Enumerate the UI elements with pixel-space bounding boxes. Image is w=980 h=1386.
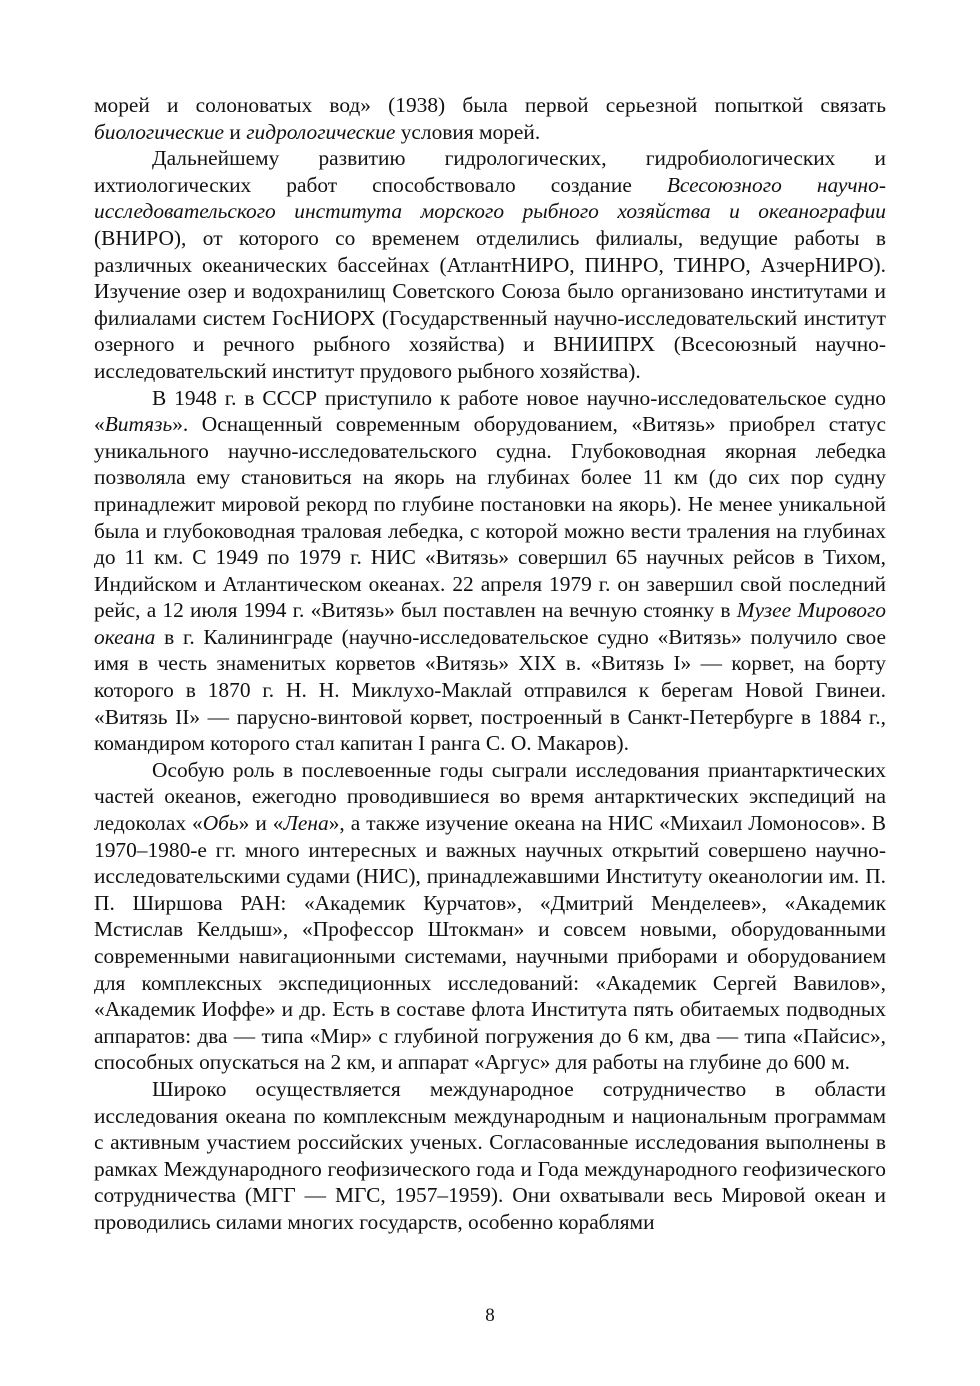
italic-term: Витязь (104, 412, 173, 437)
paragraph-vityaz (94, 385, 886, 757)
text-segment: Особую роль в послевоенные годы сыграли исследования приантарктических частей океанов, ежегодно проводившиеся во время антарктических экспедиций на ледоколах « (94, 757, 886, 836)
text-segment: » и « (238, 811, 284, 836)
paragraph-international (94, 1076, 886, 1236)
text-segment: морей и солоноватых вод» (1938) была первой серьезной попыткой связать (94, 93, 886, 117)
text-segment: », а также изучение океана на НИС «Михаил Ломоносов». В 1970–1980-е гг. много интересных и важных научных открытий совершено научно-исследовательскими судами (НИС), принадлежавшими Институту океанологии им. П. П. Ширшова РАН: «Академик Курчатов», «Дмитрий Менделеев», «Академик Мстислав Келдыш», «Профессор Штокман» и совсем новыми, оборудованными современными навигационными системами, научными приборами и оборудованием для комплексных экспедиционных исследований: «Академик Сергей Вавилов», «Академик Иоффе» и др. Есть в составе флота Института пять обитаемых подводных аппаратов: два — типа «Мир» с глубиной погружения до 6 км, два — типа «Пайсис», способных опускаться на 2 км, и аппарат «Аргус» для работы на глубине до 600 м. (94, 811, 887, 1075)
page-number: 8 (485, 1305, 495, 1326)
text-segment: ». Оснащенный современным оборудованием, «Витязь» приобрел статус уникального научно-исследовательского судна. Глубоководная якорная лебедка позволяла ему становиться на якорь на глубинах более 11 км (до сих пор судну принадлежит мировой рекорд по глубине постановки на якорь). Не менее уникальной была и глубоководная траловая лебедка, с которой можно вести траления на глубинах до 11 км. С 1949 по 1979 г. НИС «Витязь» совершил 65 научных рейсов в Тихом, Индийском и Атлантическом океанах. 22 апреля 1979 г. он завершил свой последний рейс, а 12 июля 1994 г. «Витязь» был поставлен на вечную стоянку в (94, 412, 886, 623)
text-segment: Дальнейшему развитию гидрологических, гидробиологических и ихтиологических работ способствовало создание (94, 146, 886, 197)
italic-term: биологические (94, 119, 225, 144)
paragraph-antarctic (94, 757, 886, 1076)
text-segment: условия морей. (395, 119, 541, 144)
italic-term: Лена (283, 811, 329, 836)
text-segment: в г. Калининграде (научно-исследовательское судно «Витязь» получило свое имя в честь знаменитых корветов «Витязь» XIX в. «Витязь I» — корвет, на борту которого в 1870 г. Н. Н. Миклухо-Маклай отправился к берегам Новой Гвинеи. «Витязь II» — парусно-винтовой корвет, построенный в Санкт-Петербурге в 1884 г., командиром которого стал капитан I ранга С. О. Макаров). (94, 624, 886, 756)
text-segment: (ВНИРО), от которого со временем отделились филиалы, ведущие работы в различных океанических бассейнах (АтлантНИРО, ПИНРО, ТИНРО, АзчерНИРО). Изучение озер и водохранилищ Советского Союза было организовано институтами и филиалами систем ГосНИОРХ (Государственный научно-исследовательский институт озерного и речного рыбного хозяйства) и ВНИИПРХ (Всесоюзный научно-исследовательский институт прудового рыбного хозяйства). (94, 225, 886, 383)
paragraph-vniro (94, 145, 886, 384)
text-segment: В 1948 г. в СССР приступило к работе новое научно-исследовательское судно « (94, 385, 886, 437)
paragraph-continuation (94, 92, 886, 145)
main-text (94, 92, 886, 1236)
italic-term: Всесоюзного научно-исследовательского института морского рыбного хозяйства и океанографии (94, 172, 886, 224)
text-segment: Широко осуществляется международное сотрудничество в области исследования океана по комплексным международным и национальным программам с активным участием российских ученых. Согласованные исследования выполнены в рамках Международного геофизического года и Года международного геофизического сотрудничества (МГГ — МГС, 1957–1959). Они охватывали весь Мировой океан и проводились силами многих государств, особенно кораблями (94, 1076, 886, 1234)
text-segment: и (224, 119, 247, 144)
italic-term: Обь (202, 811, 239, 836)
italic-term: гидрологические (246, 119, 396, 144)
italic-term: Музее Мирового океана (94, 598, 886, 649)
